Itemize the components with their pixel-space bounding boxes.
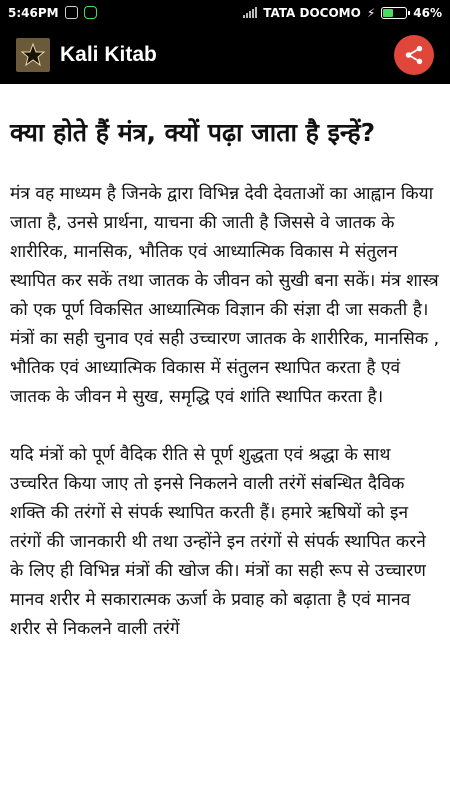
- share-icon: [403, 44, 425, 66]
- battery-percent: 46%: [413, 5, 442, 20]
- app-toolbar: [0, 25, 450, 84]
- battery-fill: [383, 9, 393, 17]
- status-bar: [0, 0, 450, 25]
- status-bar-right: [243, 6, 442, 20]
- app-title: Kali Kitab: [60, 42, 157, 66]
- article-title: क्या होते हैं मंत्र, क्यों पढ़ा जाता है इन्हें?: [10, 118, 376, 147]
- battery-icon: [381, 7, 407, 19]
- share-button[interactable]: [394, 35, 434, 75]
- article-paragraph-1: मंत्र वह माध्यम है जिनके द्वारा विभिन्न देवी देवताओं का आह्वान किया जाता है, उनसे प्रार्थना, याचना की जाती है जिससे वे जातक के शारीरिक, मानसिक, भौतिक एवं आध्यात्मिक विकास मे संतुलन स्थापित कर सकें तथा जातक के जीवन को सुखी बना सकें। मंत्र शास्त्र को एक पूर्ण विकसित आध्यात्मिक विज्ञान की संज्ञा दी जा सकती है। मंत्रों का सही चुनाव एवं सही उच्चारण जातक के शारीरिक, मानसिक , भौतिक एवं आध्यात्मिक विकास में संतुलन स्थापित करता है एवं जातक के जीवन मे सुख, समृद्धि एवं शांति स्थापित करता है।: [10, 184, 440, 407]
- signal-strength-icon: [243, 7, 257, 18]
- whatsapp-notification-icon: [84, 6, 97, 19]
- article-content[interactable]: [0, 84, 450, 800]
- status-time: 5:46PM: [8, 5, 59, 20]
- status-bar-left: [8, 6, 97, 20]
- charging-icon: ⚡: [366, 5, 376, 20]
- kali-goddess-logo-icon: [16, 38, 50, 72]
- article-paragraph-2: यदि मंत्रों को पूर्ण वैदिक रीति से पूर्ण शुद्धता एवं श्रद्धा के साथ उच्चरित किया जाए तो इनसे निकलने वाली तरंगें संबन्धित दैविक शक्ति की तरंगों से संपर्क स्थापित करती हैं। हमारे ऋषियों को इन तरंगों की जानकारी थी तथा उन्होंने इन तरंगों से संपर्क स्थापित करने के लिए ही विभिन्न मंत्रों की खोज की। मंत्रों का सही रूप से उच्चारण मानव शरीर मे सकारात्मक ऊर्जा के प्रवाह को बढ़ाता है एवं मानव शरीर से निकलने वाली तरंगें: [10, 445, 426, 639]
- notification-icon: [65, 6, 78, 19]
- carrier-name: TATA DOCOMO: [263, 5, 361, 20]
